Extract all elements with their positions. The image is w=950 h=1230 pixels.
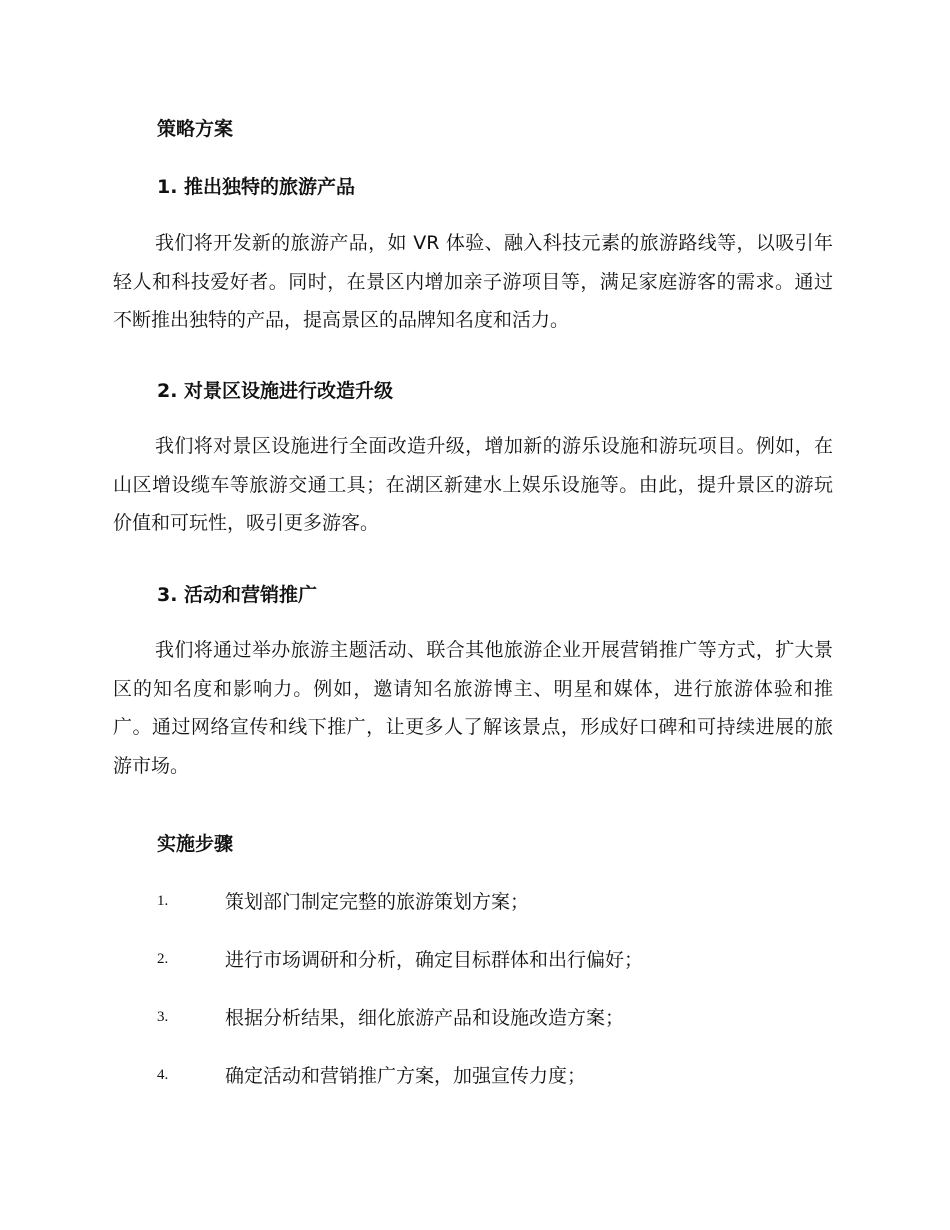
- step-item: [157, 1005, 857, 1031]
- step-number: 4.: [157, 1067, 169, 1083]
- section-3-body: 我们将通过举办旅游主题活动、联合其他旅游企业开展营销推广等方式，扩大景区的知名度和影响力。例如，邀请知名旅游博主、明星和媒体，进行旅游体验和推广。通过网络宣传和线下推广，让更多人了解该景点，形成好口碑和可持续进展的旅游市场。: [113, 639, 833, 777]
- step-text: 根据分析结果，细化旅游产品和设施改造方案；: [225, 1007, 625, 1029]
- step-item: [157, 1063, 857, 1089]
- step-number: 1.: [157, 893, 169, 909]
- section-1-heading: 1. 推出独特的旅游产品: [157, 176, 356, 198]
- step-text: 确定活动和营销推广方案，加强宣传力度；: [225, 1065, 587, 1087]
- step-item: [157, 947, 857, 973]
- section-3-heading: 3. 活动和营销推广: [157, 584, 318, 606]
- step-text: 进行市场调研和分析，确定目标群体和出行偏好；: [225, 949, 644, 971]
- step-number: 3.: [157, 1009, 169, 1025]
- strategy-title: 策略方案: [157, 118, 234, 140]
- section-1-body: 我们将开发新的旅游产品，如 VR 体验、融入科技元素的旅游路线等，以吸引年轻人和科技爱好者。同时，在景区内增加亲子游项目等，满足家庭游客的需求。通过不断推出独特的产品，提高景区的品牌知名度和活力。: [113, 232, 833, 331]
- implementation-title: 实施步骤: [157, 833, 234, 855]
- step-text: 策划部门制定完整的旅游策划方案；: [225, 891, 530, 913]
- section-2-heading: 2. 对景区设施进行改造升级: [157, 380, 394, 402]
- section-2-body: 我们将对景区设施进行全面改造升级，增加新的游乐设施和游玩项目。例如，在山区增设缆车等旅游交通工具；在湖区新建水上娱乐设施等。由此，提升景区的游玩价值和可玩性，吸引更多游客。: [113, 435, 833, 534]
- step-number: 2.: [157, 951, 169, 967]
- step-item: [157, 889, 857, 915]
